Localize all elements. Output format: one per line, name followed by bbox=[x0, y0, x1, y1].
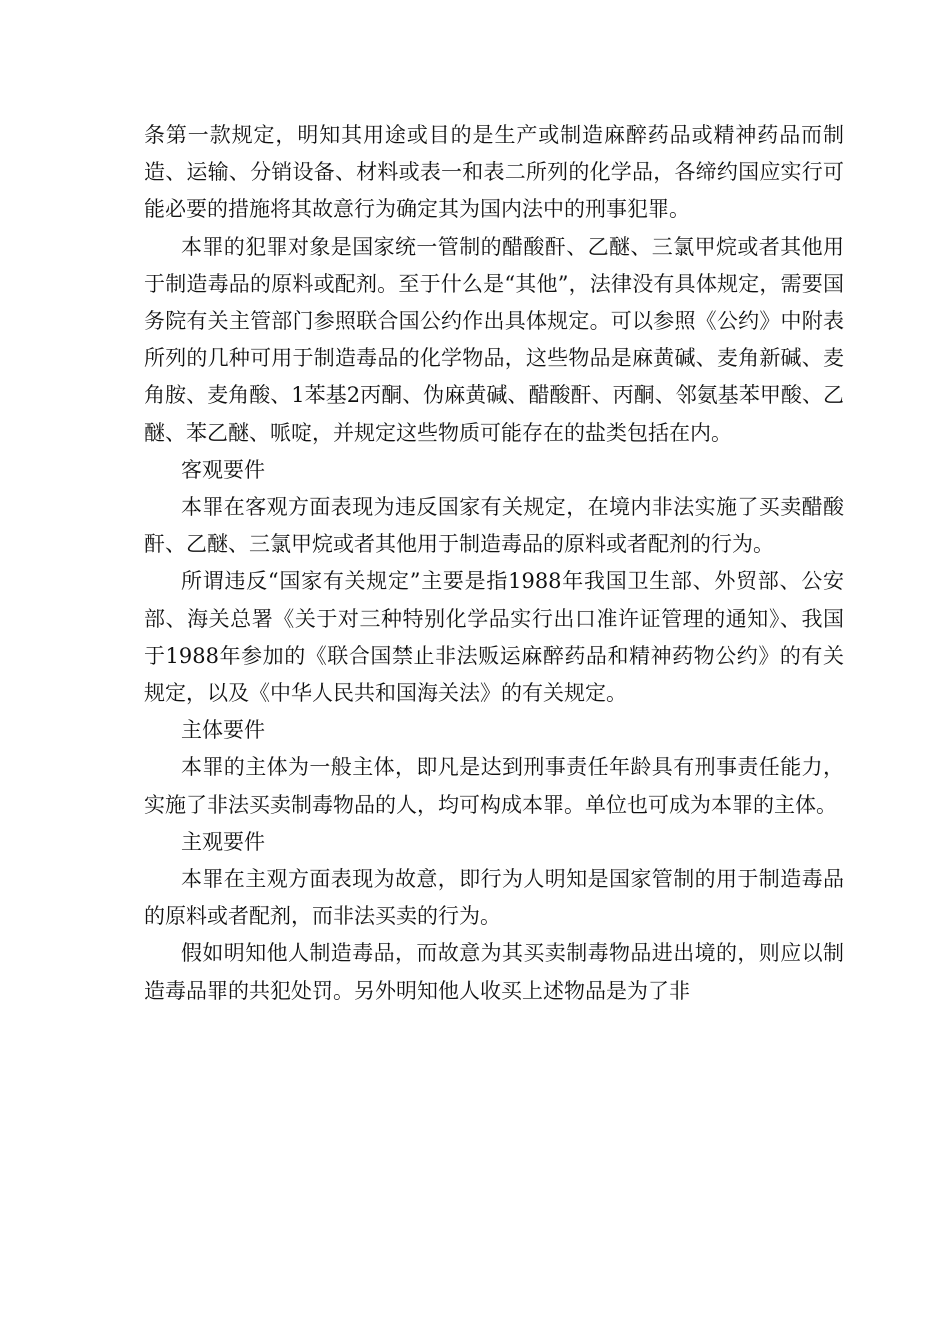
paragraph-national-regulations: 所谓违反“国家有关规定”主要是指1988年我国卫生部、外贸部、公安部、海关总署《关于对三种特别化学品实行出口准许证管理的通知》、我国于1988年参加的《联合国禁止非法贩运麻醉药品和精神药物公约》的有关规定，以及《中华人民共和国海关法》的有关规定。 bbox=[144, 569, 844, 706]
paragraph-subject-element: 本罪的主体为一般主体，即凡是达到刑事责任年龄具有刑事责任能力，实施了非法买卖制毒物品的人，均可构成本罪。单位也可成为本罪的主体。 bbox=[144, 755, 844, 817]
heading-subject-element: 主体要件 bbox=[181, 718, 265, 743]
paragraph-accomplice: 假如明知他人制造毒品，而故意为其买卖制毒物品进出境的，则应以制造毒品罪的共犯处罚。另外明知他人收买上述物品是为了非 bbox=[144, 941, 844, 1003]
paragraph-objective-element: 本罪在客观方面表现为违反国家有关规定，在境内非法实施了买卖醋酸酐、乙醚、三氯甲烷或者其他用于制造毒品的原料或者配剂的行为。 bbox=[144, 495, 844, 557]
document-body bbox=[144, 117, 844, 1010]
paragraph-continuation: 条第一款规定，明知其用途或目的是生产或制造麻醉药品或精神药品而制造、运输、分销设备、材料或表一和表二所列的化学品，各缔约国应实行可能必要的措施将其故意行为确定其为国内法中的刑事犯罪。 bbox=[144, 123, 844, 222]
paragraph-crime-object: 本罪的犯罪对象是国家统一管制的醋酸酐、乙醚、三氯甲烷或者其他用于制造毒品的原料或配剂。至于什么是“其他”，法律没有具体规定，需要国务院有关主管部门参照联合国公约作出具体规定。可以参照《公约》中附表所列的几种可用于制造毒品的化学物品，这些物品是麻黄碱、麦角新碱、麦角胺、麦角酸、1苯基2丙酮、伪麻黄碱、醋酸酐、丙酮、邻氨基苯甲酸、乙醚、苯乙醚、哌啶，并规定这些物质可能存在的盐类包括在内。 bbox=[144, 234, 844, 445]
paragraph-subjective-element: 本罪在主观方面表现为故意，即行为人明知是国家管制的用于制造毒品的原料或者配剂，而非法买卖的行为。 bbox=[144, 867, 844, 929]
heading-objective-element: 客观要件 bbox=[181, 457, 265, 482]
heading-subjective-element: 主观要件 bbox=[181, 829, 265, 854]
